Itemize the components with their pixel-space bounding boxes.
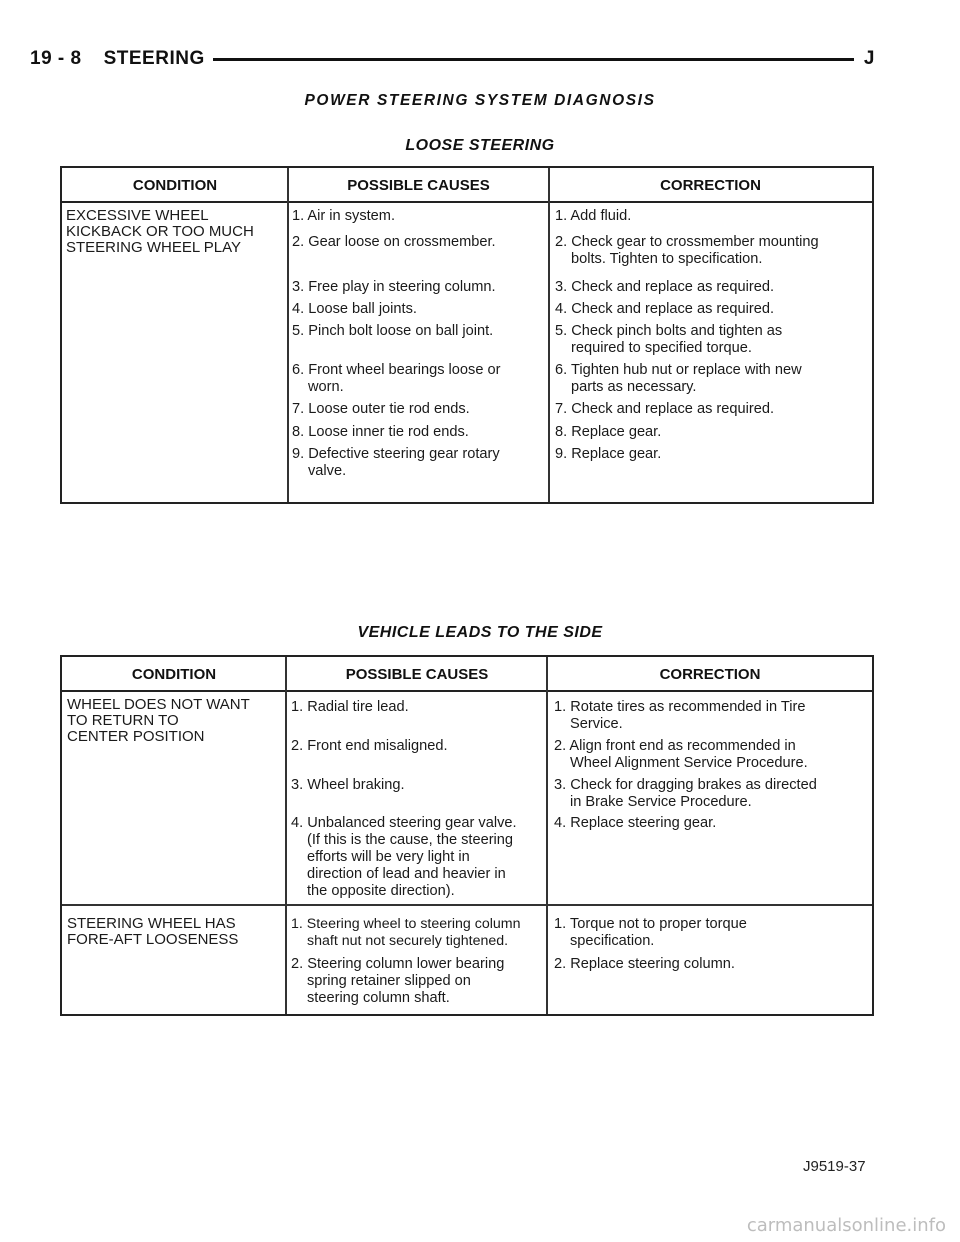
cause-cell [291, 916, 521, 950]
header-rule [213, 58, 854, 61]
cause-line: shaft nut not securely tightened. [307, 933, 509, 949]
cause-cell [291, 699, 409, 716]
header-possible-causes: POSSIBLE CAUSES [347, 177, 490, 194]
cause-cell [292, 424, 469, 441]
cause-line: steering column shaft. [307, 990, 450, 1006]
cause-line: spring retainer slipped on [307, 973, 471, 989]
condition-line: EXCESSIVE WHEEL [66, 207, 209, 224]
correction-line: in Brake Service Procedure. [570, 794, 752, 810]
table-header [62, 168, 872, 203]
condition-line: WHEEL DOES NOT WANT [67, 696, 250, 713]
correction-cell [554, 699, 805, 733]
correction-cell [555, 323, 782, 357]
header-condition: CONDITION [131, 666, 217, 683]
cause-line: (If this is the cause, the steering [307, 832, 514, 848]
page-title: POWER STEERING SYSTEM DIAGNOSIS [304, 92, 656, 109]
condition-line: STEERING WHEEL PLAY [66, 239, 242, 256]
correction-line: 1. Torque not to proper torque [554, 916, 747, 932]
cause-line: 4. Loose ball joints. [292, 301, 417, 317]
correction-cell [554, 738, 808, 772]
correction-cell [555, 362, 802, 396]
column-divider [285, 657, 287, 1014]
column-divider [287, 168, 289, 502]
cause-line: 3. Free play in steering column. [292, 279, 496, 295]
section-marker: J [863, 48, 875, 69]
correction-line: parts as necessary. [571, 379, 697, 395]
condition-cell [66, 208, 254, 256]
cause-line: 1. Steering wheel to steering column [291, 916, 521, 932]
correction-line: 5. Check pinch bolts and tighten as [555, 323, 783, 339]
correction-line: 4. Check and replace as required. [555, 301, 775, 317]
table-header [62, 657, 872, 692]
cause-line: 8. Loose inner tie rod ends. [292, 424, 469, 440]
loose-steering-table [60, 166, 874, 504]
correction-line: specification. [570, 933, 655, 949]
column-divider [548, 168, 550, 502]
figure-id: J9519-37 [803, 1158, 866, 1175]
cause-line: 7. Loose outer tie rod ends. [292, 401, 470, 417]
cause-line: valve. [308, 463, 347, 479]
correction-line: 9. Replace gear. [555, 446, 662, 462]
cause-line: worn. [308, 379, 344, 395]
page-number: 19 - 8 [30, 48, 82, 69]
section-name: STEERING [103, 48, 205, 69]
correction-line: 2. Check gear to crossmember mounting [555, 234, 819, 250]
vehicle-leads-table [60, 655, 874, 1016]
correction-cell [555, 401, 774, 418]
correction-line: 7. Check and replace as required. [555, 401, 775, 417]
correction-cell [554, 815, 716, 832]
condition-line: STEERING WHEEL HAS [67, 915, 236, 932]
cause-line: 4. Unbalanced steering gear valve. [291, 815, 517, 831]
correction-line: 4. Replace steering gear. [554, 815, 717, 831]
correction-cell [555, 234, 819, 268]
cause-line: 3. Wheel braking. [291, 777, 405, 793]
cause-line: efforts will be very light in [307, 849, 470, 865]
correction-cell [555, 301, 774, 318]
correction-line: 3. Check for dragging brakes as directed [554, 777, 817, 793]
watermark-text: carmanualsonline.info [746, 1215, 946, 1236]
correction-line: Wheel Alignment Service Procedure. [570, 755, 808, 771]
correction-line: 3. Check and replace as required. [555, 279, 775, 295]
correction-cell [555, 208, 631, 225]
cause-line: the opposite direction). [307, 883, 455, 899]
header-possible-causes: POSSIBLE CAUSES [345, 666, 489, 683]
section-title-loose-steering: LOOSE STEERING [405, 137, 555, 154]
correction-line: Service. [570, 716, 623, 732]
correction-cell [554, 916, 747, 950]
cause-cell [292, 234, 496, 251]
cause-line: 5. Pinch bolt loose on ball joint. [292, 323, 494, 339]
cause-line: 2. Front end misaligned. [291, 738, 448, 754]
cause-cell [291, 777, 405, 794]
correction-cell [555, 279, 774, 296]
cause-cell [292, 446, 500, 480]
cause-cell [292, 362, 500, 396]
header-condition: CONDITION [132, 177, 218, 194]
section-title-vehicle-leads: VEHICLE LEADS TO THE SIDE [357, 624, 603, 641]
cause-cell [292, 279, 496, 296]
correction-line: bolts. Tighten to specification. [571, 251, 763, 267]
condition-line: CENTER POSITION [67, 728, 205, 745]
cause-line: direction of lead and heavier in [307, 866, 506, 882]
cause-cell [291, 815, 517, 900]
cause-line: 9. Defective steering gear rotary [292, 446, 500, 462]
correction-cell [555, 446, 661, 463]
condition-cell [67, 916, 238, 948]
header-correction: CORRECTION [659, 666, 761, 683]
condition-line: TO RETURN TO [67, 712, 179, 729]
cause-line: 2. Gear loose on crossmember. [292, 234, 496, 250]
correction-line: 1. Add fluid. [555, 208, 632, 224]
page-header [30, 44, 875, 74]
condition-cell [67, 697, 250, 745]
cause-line: 1. Air in system. [292, 208, 395, 224]
cause-line: 1. Radial tire lead. [291, 699, 409, 715]
correction-cell [555, 424, 661, 441]
correction-cell [554, 956, 735, 973]
cause-cell [291, 738, 448, 755]
header-correction: CORRECTION [660, 177, 761, 194]
condition-line: FORE-AFT LOOSENESS [67, 931, 239, 948]
correction-line: 1. Rotate tires as recommended in Tire [554, 699, 806, 715]
cause-cell [292, 323, 493, 340]
correction-line: 8. Replace gear. [555, 424, 662, 440]
correction-line: 2. Align front end as recommended in [554, 738, 796, 754]
condition-line: KICKBACK OR TOO MUCH [66, 223, 254, 240]
cause-cell [292, 301, 417, 318]
column-divider [546, 657, 548, 1014]
correction-line: required to specified torque. [571, 340, 752, 356]
correction-line: 6. Tighten hub nut or replace with new [555, 362, 802, 378]
cause-line: 2. Steering column lower bearing [291, 956, 505, 972]
cause-cell [291, 956, 504, 1007]
correction-cell [554, 777, 817, 811]
cause-cell [292, 208, 395, 225]
correction-line: 2. Replace steering column. [554, 956, 735, 972]
cause-cell [292, 401, 470, 418]
cause-line: 6. Front wheel bearings loose or [292, 362, 501, 378]
group-divider [62, 904, 872, 906]
